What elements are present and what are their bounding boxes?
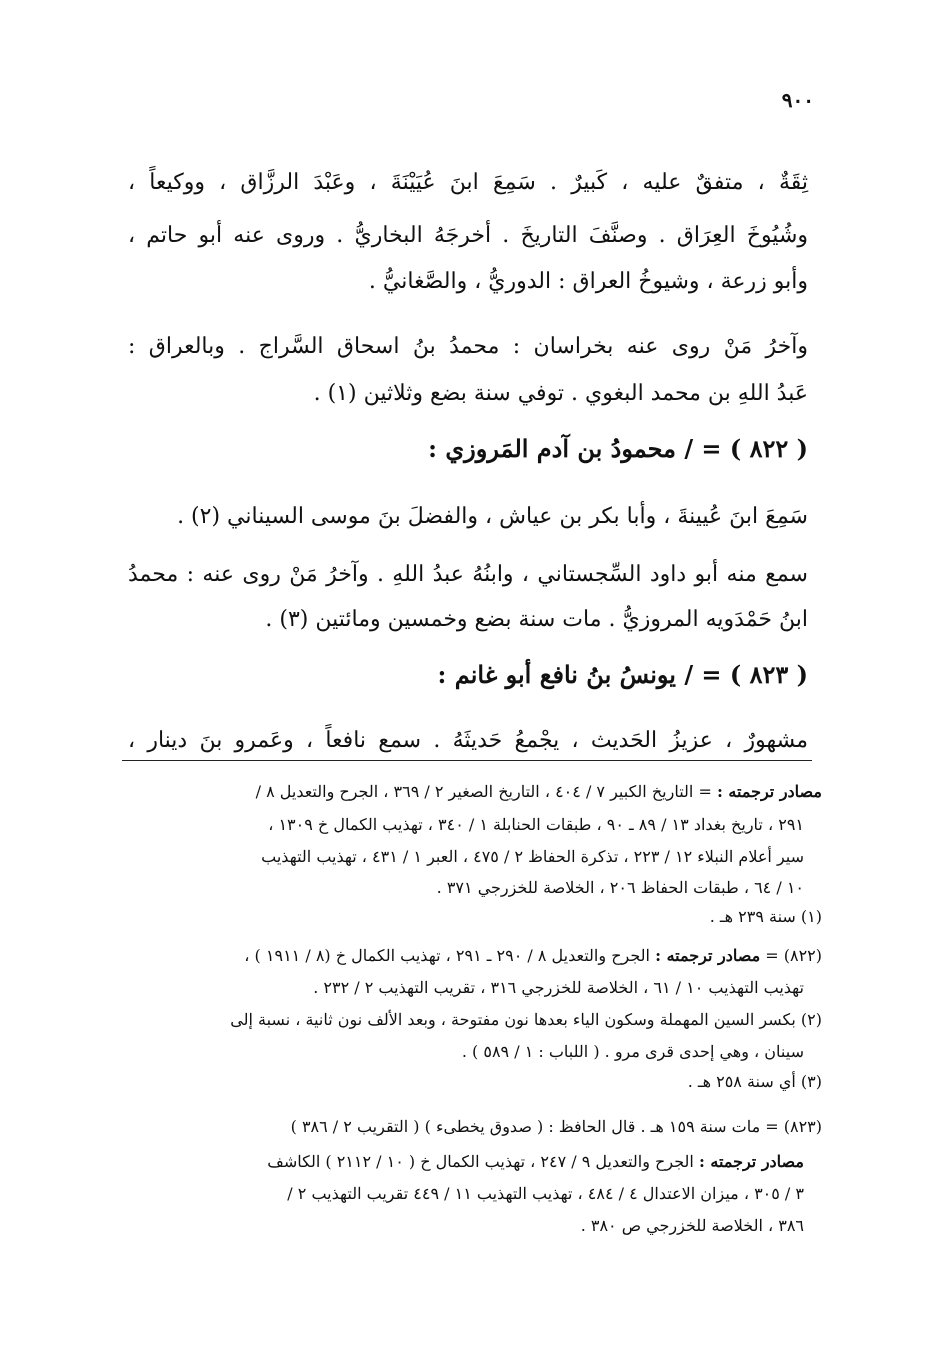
footnote-text: الجرح والتعديل ٩ / ٢٤٧ ، تهذيب الكمال خ ( ١٠ / ٢١١٢ ) الكاشف: [267, 1152, 694, 1171]
footnote-line: [122, 1150, 804, 1174]
footnote-label: مصادر ترجمته :: [655, 946, 761, 965]
footnote-line: ٣٨٦ ، الخلاصة للخزرجي ص ٣٨٠ .: [580, 1216, 804, 1235]
body-line: ثِقَةٌ ، متفقٌ عليه ، كَبيرٌ . سَمِعَ ابنَ عُيَيْنَةَ ، وعَبْدَ الرزَّاق ، ووكيعاً ،: [128, 170, 808, 195]
footnote-2: (٢) بكسر السين المهملة وسكون الياء بعدها نون مفتوحة ، وبعد الألف نون ثانية ، نسبة إلى: [230, 1010, 822, 1029]
body-line: ابنُ حَمْدَويه المروزيُّ . مات سنة بضع وخمسين ومائتين (٣) .: [265, 607, 808, 632]
footnote-separator: [122, 760, 812, 761]
footnote-line: [122, 780, 822, 804]
footnote-line: ٢٩١ ، تاريخ بغداد ١٣ / ٨٩ ـ ٩٠ ، طبقات الحنابلة ١ / ٣٤٠ ، تهذيب الكمال خ ١٣٠٩ ،: [268, 815, 804, 834]
footnote-text: = التاريخ الكبير ٧ / ٤٠٤ ، التاريخ الصغير ٢ / ٣٦٩ ، الجرح والتعديل ٨ /: [255, 782, 712, 801]
page-number: ٩٠٠: [781, 88, 814, 112]
entry-heading-823: ( ٨٢٣ ) = / يونسُ بنُ نافع أبو غانم :: [437, 660, 808, 689]
footnote-ref: (٨٢٢) =: [765, 946, 822, 965]
footnote-label: مصادر ترجمته :: [698, 1152, 804, 1171]
footnote-line: تهذيب التهذيب ١٠ / ٦١ ، الخلاصة للخزرجي ٣١٦ ، تقريب التهذيب ٢ / ٢٣٢ .: [313, 978, 804, 997]
footnote-line: ١٠ / ٦٤ ، طبقات الحفاظ ٢٠٦ ، الخلاصة للخزرجي ٣٧١ .: [436, 878, 804, 897]
body-line: وأبو زرعة ، وشيوخُ العراق : الدوريُّ ، والصَّغانيُّ .: [368, 269, 808, 294]
footnote-line: سينان ، وهي إحدى قرى مرو . ( اللباب : ١ / ٥٨٩ ) .: [461, 1042, 804, 1061]
footnote-line: سير أعلام النبلاء ١٢ / ٢٢٣ ، تذكرة الحفاظ ٢ / ٤٧٥ ، العبر ١ / ٤٣١ ، تهذيب التهذيب: [261, 847, 804, 866]
body-line: مشهورٌ ، عزيزُ الحَديث ، يجْمعُ حَديثَهُ . سمع نافعاً ، وعَمرو بنَ دينار ،: [128, 728, 808, 753]
body-line: سَمِعَ ابنَ عُيينةَ ، وأبا بكر بن عياش ، والفضلَ بنَ موسى السيناني (٢) .: [177, 504, 808, 529]
footnote-823: (٨٢٣) = مات سنة ١٥٩ هـ . قال الحافظ : ( صدوق يخطىء ) ( التقريب ٢ / ٣٨٦ ): [290, 1117, 822, 1136]
body-line: وشُيُوخَ العِرَاق . وصنَّفَ التاريخَ . أخرجَهُ البخاريُّ . وروى عنه أبو حاتم ،: [128, 223, 808, 248]
body-line: وآخرُ مَنْ روى عنه بخراسان : محمدُ بنُ اسحاق السَّراج . وبالعراق :: [128, 334, 808, 359]
body-line: سمع منه أبو داود السِّجستاني ، وابنُهُ عبدُ اللهِ . وآخرُ مَنْ روى عنه : محمدُ: [128, 562, 808, 587]
footnote-text: الجرح والتعديل ٨ / ٢٩٠ ـ ٢٩١ ، تهذيب الكمال خ (٨ / ١٩١١ ) ،: [244, 946, 650, 965]
footnote-822: [122, 944, 822, 968]
footnote-1: (١) سنة ٢٣٩ هـ .: [709, 907, 822, 926]
footnote-line: ٣ / ٣٠٥ ، ميزان الاعتدال ٤ / ٤٨٤ ، تهذيب التهذيب ١١ / ٤٤٩ تقريب التهذيب ٢ /: [287, 1184, 804, 1203]
footnote-3: (٣) أي سنة ٢٥٨ هـ .: [687, 1072, 822, 1091]
footnote-label: مصادر ترجمته :: [716, 782, 822, 801]
entry-heading-822: ( ٨٢٢ ) = / محمودُ بن آدم المَروزي :: [428, 434, 808, 463]
body-line: عَبدُ اللهِ بن محمد البغوي . توفي سنة بضع وثلاثين (١) .: [313, 381, 808, 406]
